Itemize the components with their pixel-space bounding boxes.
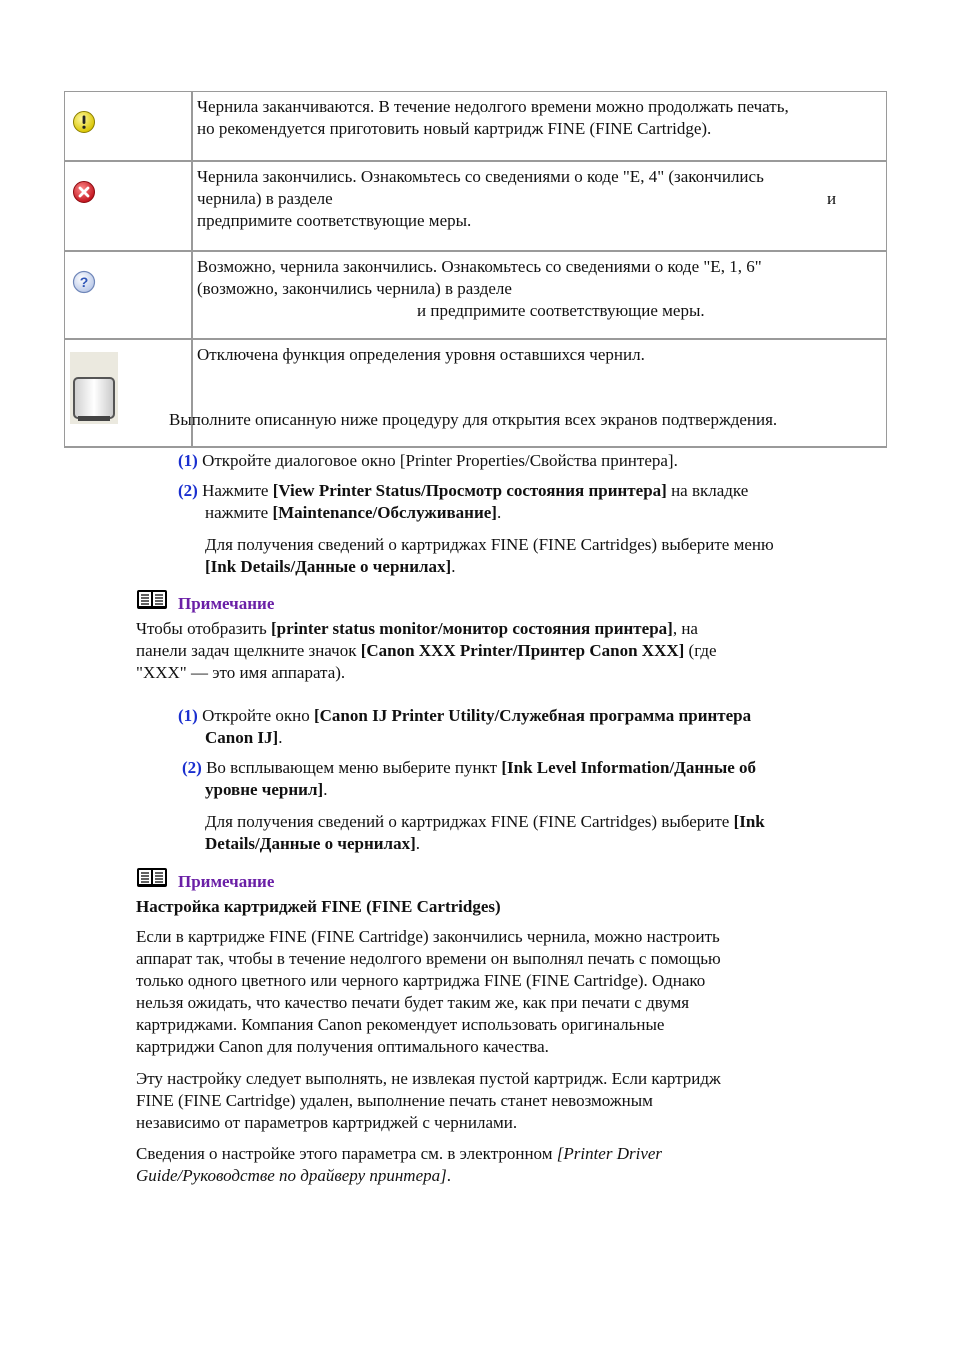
- note1-line2: [136, 640, 717, 662]
- description-line: и предпримите соответствующие меры.: [417, 301, 705, 320]
- description-line: но рекомендуется приготовить новый картридж FINE (FINE Cartridge).: [197, 119, 712, 138]
- ink-details-ref: Details/Данные о чернилах]: [205, 834, 416, 853]
- paragraph-line: аппарат так, чтобы в течение недолгого времени он выполнял печать с помощью: [136, 949, 721, 968]
- step-text: Нажмите: [197, 481, 273, 500]
- mac-detail-line1: [205, 811, 765, 833]
- intro-text: Выполните описанную ниже процедуру для открытия всех экранов подтверждения.: [169, 410, 778, 429]
- status-description: [193, 92, 886, 162]
- note-header: [136, 867, 274, 889]
- paragraph-text: Сведения о настройке этого параметра см. в электронном: [136, 1144, 557, 1163]
- note2-paragraph-3-line1: [136, 1143, 662, 1165]
- description-line: [197, 188, 880, 210]
- paragraph-line: только одного цветного или черного картриджа FINE (FINE Cartridge). Однако: [136, 971, 706, 990]
- step-text: .: [415, 834, 420, 853]
- note-text: панели задач щелкните значок: [136, 641, 361, 660]
- status-description: [193, 162, 886, 252]
- paragraph-line: картриджами. Компания Canon рекомендует использовать оригинальные: [136, 1015, 665, 1034]
- step-text: Во всплывающем меню выберите пункт: [201, 758, 502, 777]
- question-icon: [72, 270, 96, 294]
- mac-step-2-cont: [205, 779, 327, 801]
- table-row: [65, 252, 886, 340]
- note-header: [136, 589, 274, 611]
- note-title: Примечание: [178, 594, 275, 613]
- step-text: Откройте окно: [197, 706, 314, 725]
- warning-icon: [72, 110, 96, 134]
- step-text: нажмите: [205, 503, 273, 522]
- ink-level-info-ref: [Ink Level Information/Данные об: [501, 758, 757, 777]
- ink-status-table: [64, 91, 887, 448]
- ink-detection-off-icon: [70, 352, 118, 424]
- step-number: (2): [182, 758, 202, 777]
- mac-step-1: [178, 705, 751, 727]
- step-number: (1): [178, 451, 198, 470]
- icon-cell: [65, 162, 193, 252]
- description-line: Чернила заканчиваются. В течение недолгого времени можно продолжать печать,: [197, 97, 789, 116]
- note-text: Чтобы отобразить: [136, 619, 271, 638]
- step-number: (1): [178, 706, 198, 725]
- maintenance-tab-ref: [Maintenance/Обслуживание]: [272, 503, 497, 522]
- step-text: Для получения сведений о картриджах FINE (FINE Cartridges) выберите: [205, 812, 734, 831]
- view-printer-status-button-ref: [View Printer Status/Просмотр состояния принтера]: [272, 481, 667, 500]
- description-line: Чернила закончились. Ознакомьтесь со сведениями о коде "E, 4" (закончились: [197, 167, 764, 186]
- paragraph-line: Эту настройку следует выполнять, не извлекая пустой картридж. Если картридж: [136, 1069, 721, 1088]
- step-text: .: [451, 557, 456, 576]
- svg-text:?: ?: [79, 274, 89, 290]
- step-text: на вкладке: [666, 481, 749, 500]
- note1-line1: [136, 618, 698, 640]
- paragraph-text: .: [446, 1166, 451, 1185]
- description-line: предпримите соответствующие меры.: [197, 211, 472, 230]
- icon-cell: [65, 92, 193, 162]
- description-line: Отключена функция определения уровня оставшихся чернил.: [197, 345, 645, 364]
- step-number: (2): [178, 481, 198, 500]
- ink-level-info-ref: уровне чернил]: [205, 780, 324, 799]
- note2-paragraph-2: [136, 1068, 721, 1134]
- windows-detail-line2: [205, 556, 455, 578]
- windows-step-1: [178, 450, 678, 472]
- step-text: .: [496, 503, 502, 522]
- mac-detail-line2: [205, 833, 420, 855]
- printer-utility-ref: Canon IJ]: [205, 728, 279, 747]
- paragraph-line: картриджи Canon для получения оптимального качества.: [136, 1037, 549, 1056]
- note2-paragraph-1: [136, 926, 721, 1058]
- description-line: Возможно, чернила закончились. Ознакомьтесь со сведениями о коде "E, 1, 6": [197, 257, 762, 276]
- description-text: и: [827, 189, 837, 208]
- windows-step-2-cont: [205, 502, 501, 524]
- paragraph-line: Если в картридже FINE (FINE Cartridge) закончились чернила, можно настроить: [136, 927, 720, 946]
- ink-details-menu-ref: [Ink Details/Данные о чернилах]: [205, 557, 452, 576]
- windows-step-2: [178, 480, 748, 502]
- printer-utility-ref: [Canon IJ Printer Utility/Служебная программа принтера: [313, 706, 752, 725]
- step-text: .: [323, 780, 328, 799]
- table-row: [65, 162, 886, 252]
- note-text: (где: [684, 641, 717, 660]
- driver-guide-ref: [Printer Driver: [556, 1144, 663, 1163]
- note2-heading: Настройка картриджей FINE (FINE Cartridges): [136, 897, 501, 916]
- status-description: [193, 252, 886, 340]
- mac-step-2: [182, 757, 756, 779]
- description-line: (возможно, закончились чернила) в разделе: [197, 279, 512, 298]
- description-text: чернила) в разделе: [197, 189, 333, 208]
- error-icon: [72, 180, 96, 204]
- book-note-icon: [136, 867, 168, 889]
- printer-icon-ref: [Canon XXX Printer/Принтер Canon XXX]: [360, 641, 685, 660]
- paragraph-line: нельзя ожидать, что качество печати будет таким же, как при печати с двумя: [136, 993, 690, 1012]
- icon-cell: [65, 252, 193, 340]
- windows-detail-line1: Для получения сведений о картриджах FINE (FINE Cartridges) выберите меню: [205, 535, 774, 554]
- paragraph-line: FINE (FINE Cartridge) удален, выполнение печать станет невозможным: [136, 1091, 653, 1110]
- note-text: , на: [672, 619, 698, 638]
- status-monitor-ref: [printer status monitor/монитор состояния принтера]: [271, 619, 673, 638]
- paragraph-line: независимо от параметров картриджей с чернилами.: [136, 1113, 518, 1132]
- book-note-icon: [136, 589, 168, 611]
- note2-paragraph-3-line2: [136, 1165, 451, 1187]
- note1-line3: "XXX" — это имя аппарата).: [136, 663, 346, 682]
- step-text: Откройте диалоговое окно [Printer Properties/Свойства принтера].: [197, 451, 678, 470]
- note-title: Примечание: [178, 872, 275, 891]
- ink-details-ref: [Ink: [733, 812, 765, 831]
- table-row: [65, 92, 886, 162]
- driver-guide-ref: Guide/Руководстве по драйверу принтера]: [136, 1166, 447, 1185]
- step-text: .: [278, 728, 283, 747]
- mac-step-1-cont: [205, 727, 282, 749]
